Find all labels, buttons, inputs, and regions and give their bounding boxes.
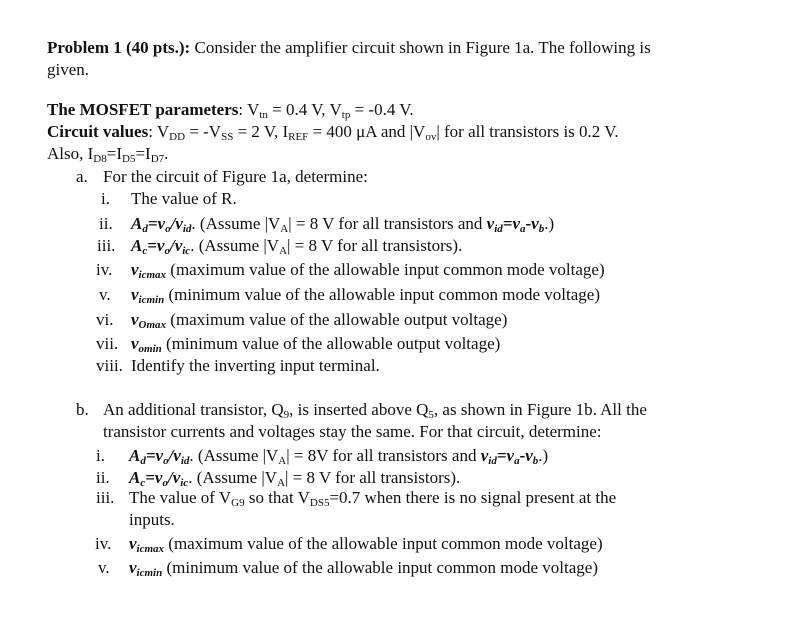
- id8-sub: D8: [93, 153, 107, 165]
- mosfet-label: The MOSFET parameters: [47, 100, 239, 119]
- ad-slash: /v: [168, 446, 181, 465]
- part-b-item-num: i.: [96, 446, 105, 465]
- vtn-sub: tn: [259, 109, 268, 121]
- vdd-prefix: : V: [148, 122, 170, 141]
- part-a-item-text: [131, 309, 507, 331]
- also-eq-1: =I: [106, 144, 122, 163]
- part-a-label: a.: [76, 167, 88, 186]
- vid-symbol: v: [486, 214, 495, 233]
- part-a-item-num: vii.: [96, 334, 119, 353]
- part-b-text-pre: An additional transistor, Q: [103, 400, 284, 419]
- part-a-item-text: Identify the inverting input terminal.: [131, 356, 380, 375]
- vds5-sub: DS5: [309, 497, 330, 509]
- part-b-text-post: , as shown in Figure 1b. All the: [433, 400, 647, 419]
- vid-minus: -v: [519, 446, 533, 465]
- iref-sub: REF: [288, 131, 309, 143]
- vomax-symbol: v: [131, 310, 139, 329]
- vid-symbol: v: [480, 446, 489, 465]
- vtn-prefix: : V: [238, 100, 260, 119]
- part-a-item-text: [131, 259, 605, 281]
- ad-eq: =v: [145, 446, 164, 465]
- part-a-item-num: i.: [101, 189, 110, 208]
- part-a-item-text: [131, 213, 554, 235]
- va-sub: A: [279, 245, 288, 257]
- ac-rest-2: | = 8 V for all transistors).: [285, 468, 461, 487]
- also-prefix: Also, I: [47, 144, 94, 163]
- id5-sub: D5: [121, 153, 136, 165]
- vid-sub: id: [494, 223, 503, 235]
- also-end: .: [164, 144, 169, 163]
- vid-eq: =v: [502, 214, 520, 233]
- vicmin-sub: icmin: [138, 294, 165, 306]
- circuit-values-line: [47, 121, 619, 143]
- ac-eq-sub: o: [164, 245, 170, 257]
- part-b-text-line-1: [103, 399, 647, 421]
- problem-intro: Consider the amplifier circuit shown in Figure 1a. The following is: [190, 38, 651, 57]
- problem-intro-continued: given.: [47, 60, 90, 79]
- vg9-sub: G9: [231, 497, 245, 509]
- part-a-item-num: viii.: [96, 356, 123, 375]
- vicmin-desc: (minimum value of the allowable input common mode voltage): [164, 285, 600, 304]
- ac-eq-sub: o: [162, 477, 168, 489]
- ad-sub: d: [140, 455, 146, 467]
- ad-rest: . (Assume |V: [191, 214, 281, 233]
- vid-eq: =v: [496, 446, 515, 465]
- ad-rest: . (Assume |V: [189, 446, 279, 465]
- ac-rest-2: | = 8 V for all transistors).: [287, 236, 463, 255]
- part-b-item-text: [129, 533, 603, 555]
- vb-node-sub: b: [538, 223, 545, 235]
- part-b-label: b.: [76, 400, 89, 419]
- part-b-item-num: iv.: [95, 534, 112, 553]
- iref-prefix: = 2 V, I: [233, 122, 289, 141]
- ac-sub: c: [142, 245, 148, 257]
- vomin-desc: (minimum value of the allowable output voltage): [161, 334, 501, 353]
- circuit-label: Circuit values: [47, 122, 149, 141]
- q9-sub: 9: [283, 409, 290, 421]
- part-a-item-text: [131, 235, 462, 257]
- va-sub: A: [280, 223, 289, 235]
- ad-slash-sub: id: [182, 223, 192, 235]
- va-sub: A: [278, 455, 287, 467]
- vomax-sub: Omax: [138, 319, 167, 331]
- vov-value: | for all transistors is 0.2 V.: [436, 122, 619, 141]
- part-a-text: For the circuit of Figure 1a, determine:: [103, 167, 368, 186]
- part-b-item-text: [129, 445, 548, 467]
- ad-eq-sub: o: [165, 223, 171, 235]
- ac-slash-sub: ic: [180, 477, 189, 489]
- iref-value: = 400 μA and |V: [308, 122, 426, 141]
- vds5-condition: =0.7 when there is no signal present at the: [329, 488, 617, 507]
- vicmax-desc: (maximum value of the allowable input common mode voltage): [166, 260, 605, 279]
- part-a-item-text: [131, 284, 600, 306]
- ad-symbol: A: [131, 214, 143, 233]
- ad-slash: /v: [170, 214, 183, 233]
- ac-rest: . (Assume |V: [190, 236, 280, 255]
- part-a-item-num: iii.: [97, 236, 116, 255]
- also-eq-2: =I: [135, 144, 151, 163]
- ac-eq: =v: [145, 468, 163, 487]
- vtp-sub: tp: [341, 109, 351, 121]
- vtp-value: = -0.4 V.: [350, 100, 414, 119]
- vicmax-sub: icmax: [138, 269, 167, 281]
- part-b-item-text-continued: inputs.: [129, 510, 175, 529]
- ad-rest-2: | = 8V for all transistors and: [286, 446, 481, 465]
- part-a-item-num: v.: [99, 285, 111, 304]
- vomax-desc: (maximum value of the allowable output voltage): [166, 310, 508, 329]
- vomin-symbol: v: [131, 334, 139, 353]
- ac-slash-sub: ic: [182, 245, 191, 257]
- va-sub: A: [277, 477, 286, 489]
- vb-node-sub: b: [532, 455, 539, 467]
- part-b-text-mid: , is inserted above Q: [289, 400, 429, 419]
- ac-symbol: A: [131, 236, 143, 255]
- id7-sub: D7: [150, 153, 165, 165]
- vg9-prefix: The value of V: [129, 488, 232, 507]
- vicmax-symbol: v: [131, 260, 139, 279]
- va-node-sub: a: [520, 223, 526, 235]
- ad-eq-sub: o: [163, 455, 169, 467]
- vds5-prefix: so that V: [244, 488, 310, 507]
- ac-slash: /v: [169, 236, 183, 255]
- part-b-item-num: ii.: [96, 468, 110, 487]
- part-a-item-num: vi.: [96, 310, 114, 329]
- vicmin-sub: icmin: [136, 567, 163, 579]
- part-a-item-num: ii.: [99, 214, 113, 233]
- ad-end: .): [538, 446, 549, 465]
- part-b-item-text: [129, 467, 460, 489]
- also-line: [47, 143, 168, 165]
- part-b-item-num: iii.: [96, 488, 115, 507]
- ac-eq: =v: [147, 236, 165, 255]
- part-a-item-text: [131, 333, 500, 355]
- vicmax-sub: icmax: [136, 543, 165, 555]
- part-b-item-num: v.: [98, 558, 110, 577]
- vov-sub: ov: [425, 131, 437, 143]
- vicmin-symbol: v: [129, 558, 137, 577]
- q5-sub: 5: [428, 409, 434, 421]
- vicmax-desc: (maximum value of the allowable input common mode voltage): [164, 534, 603, 553]
- vtn-value: = 0.4 V, V: [267, 100, 342, 119]
- vicmin-desc: (minimum value of the allowable input common mode voltage): [162, 558, 598, 577]
- problem-intro-line-2: [47, 59, 89, 81]
- vdd-sub: DD: [169, 131, 186, 143]
- ac-slash: /v: [167, 468, 181, 487]
- ad-eq: =v: [147, 214, 166, 233]
- va-node-sub: a: [514, 455, 520, 467]
- ad-symbol: A: [129, 446, 141, 465]
- vicmax-symbol: v: [129, 534, 137, 553]
- part-b-item-text: [129, 557, 598, 579]
- vicmin-symbol: v: [131, 285, 139, 304]
- ad-slash-sub: id: [180, 455, 190, 467]
- mosfet-parameters-line: [47, 99, 414, 121]
- part-a-item-text: The value of R.: [131, 189, 237, 208]
- ac-symbol: A: [129, 468, 141, 487]
- part-b-text-line-2: transistor currents and voltages stay the same. For that circuit, determine:: [103, 422, 602, 441]
- ac-rest: . (Assume |V: [188, 468, 278, 487]
- ad-sub: d: [142, 223, 148, 235]
- part-b-item-text: [129, 487, 616, 509]
- ad-rest-2: | = 8 V for all transistors and: [288, 214, 487, 233]
- problem-heading: Problem 1 (40 pts.):: [47, 38, 191, 57]
- vid-sub: id: [488, 455, 497, 467]
- ad-end: .): [544, 214, 555, 233]
- vss-sub: SS: [221, 131, 234, 143]
- problem-intro-line-1: [47, 37, 651, 59]
- part-a-item-num: iv.: [96, 260, 113, 279]
- vss-prefix: = -V: [185, 122, 222, 141]
- vomin-sub: omin: [138, 343, 162, 355]
- ac-sub: c: [140, 477, 146, 489]
- vid-minus: -v: [525, 214, 539, 233]
